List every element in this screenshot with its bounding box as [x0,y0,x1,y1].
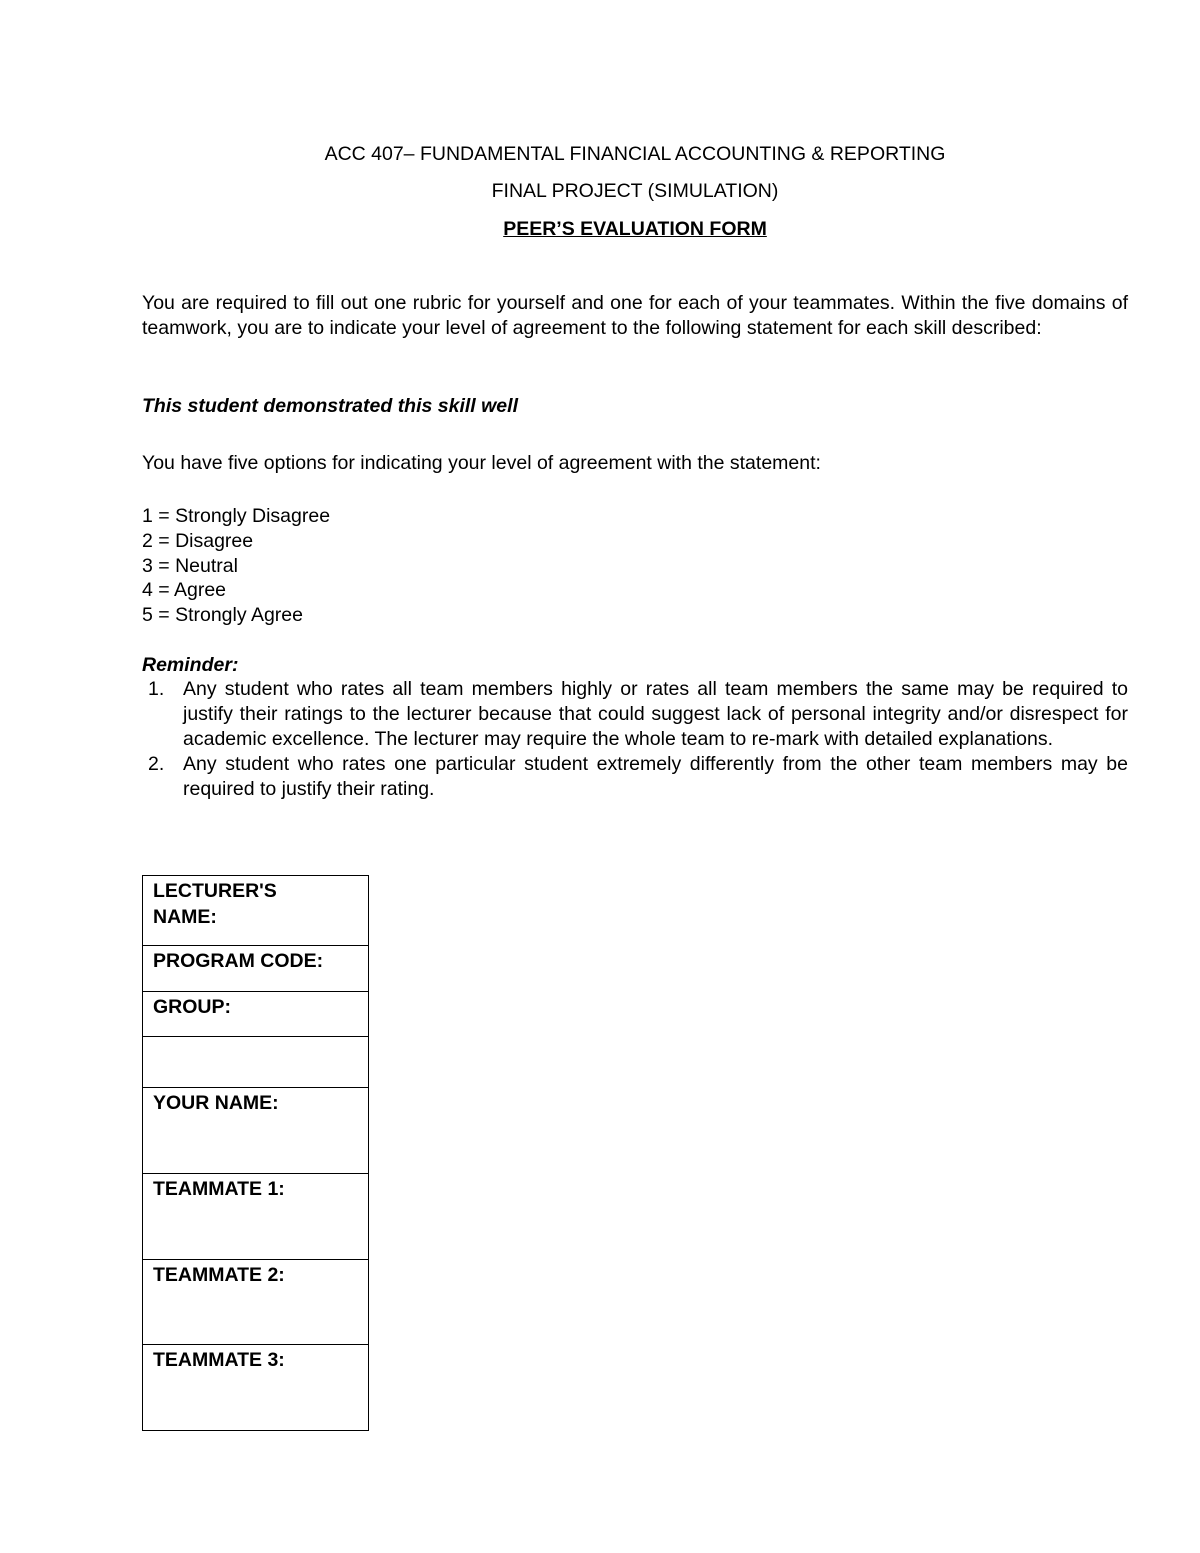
lecturer-name-field[interactable]: LECTURER'S NAME: [143,876,369,946]
scale-item-5: 5 = Strongly Agree [142,604,303,627]
table-row [143,1174,369,1260]
table-row [143,1037,369,1088]
blank-field[interactable] [143,1037,369,1088]
reminder-text: Any student who rates one particular student extremely differently from the other team members may be required to justify their rating. [183,753,1128,800]
group-field[interactable]: GROUP: [143,992,369,1037]
evaluation-statement: This student demonstrated this skill well [142,395,518,417]
project-title: FINAL PROJECT (SIMULATION) [491,180,779,202]
reminder-text: Any student who rates all team members highly or rates all team members the same may be required to justify their ratings to the lecturer because that could suggest lack of personal integrity and/or disrespect for academic excellence. The lecturer may require the whole team to re-mark with detailed explanations. [183,678,1128,750]
scale-item-3: 3 = Neutral [142,554,238,577]
form-title: PEER’S EVALUATION FORM [503,218,767,240]
intro-paragraph: You are required to fill out one rubric for yourself and one for each of your teammates. Within the five domains of teamwork, you are to indicate your level of agreement to the following statement for each skill described: [142,292,1128,339]
student-info-table [142,875,369,1431]
your-name-field[interactable]: YOUR NAME: [143,1088,369,1174]
scale-item-4: 4 = Agree [142,579,227,602]
scale-item-1: 1 = Strongly Disagree [142,505,331,527]
reminder-list [142,677,1128,802]
program-code-field[interactable]: PROGRAM CODE: [143,946,369,992]
teammate-2-field[interactable]: TEAMMATE 2: [143,1260,369,1345]
scale-item-2: 2 = Disagree [142,529,254,552]
rating-scale-list [142,504,330,628]
reminder-number: 1. [148,678,165,700]
course-title: ACC 407– FUNDAMENTAL FINANCIAL ACCOUNTING & REPORTING [324,143,946,165]
reminder-number: 2. [148,753,165,775]
reminder-item-2 [142,752,1128,802]
options-intro: You have five options for indicating your level of agreement with the statement: [142,452,821,474]
table-row [143,992,369,1037]
table-row [143,1088,369,1174]
table-row [143,946,369,992]
table-row [143,1345,369,1431]
table-row [143,1260,369,1345]
teammate-1-field[interactable]: TEAMMATE 1: [143,1174,369,1260]
reminder-item-1 [142,677,1128,752]
teammate-3-field[interactable]: TEAMMATE 3: [143,1345,369,1431]
table-row [143,876,369,946]
reminder-label: Reminder: [142,654,239,676]
